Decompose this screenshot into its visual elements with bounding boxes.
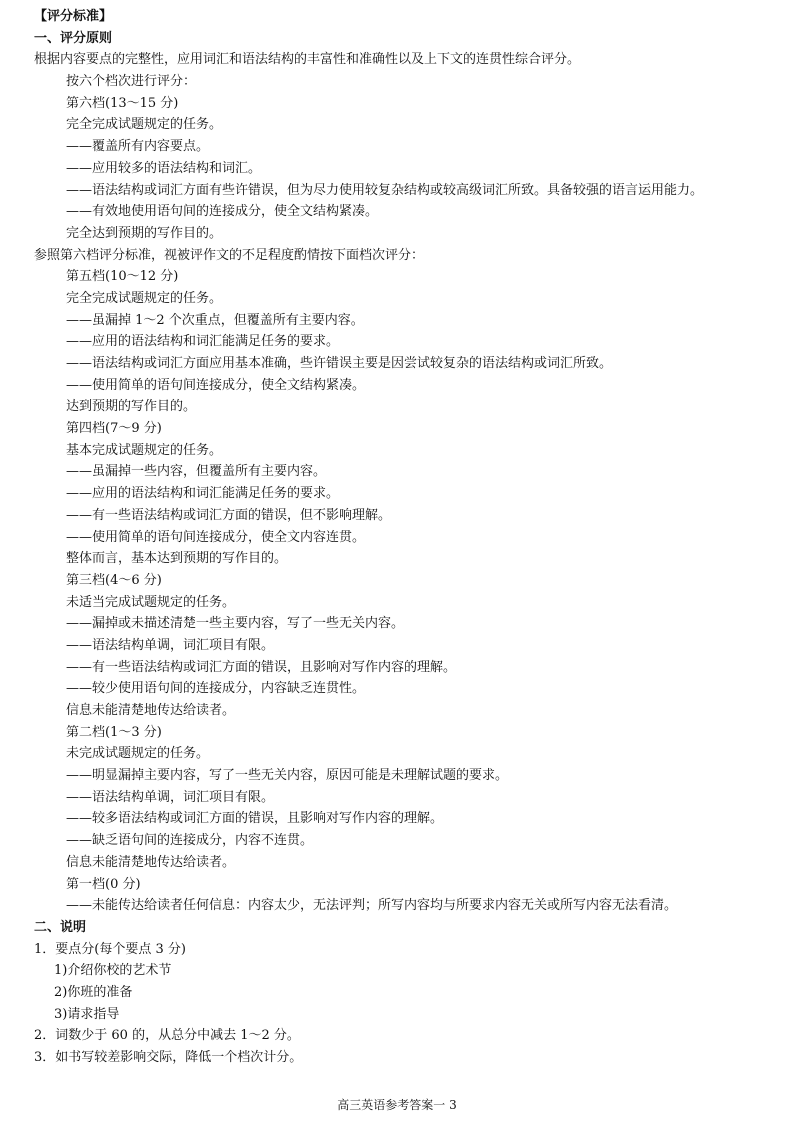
tier3-line: ——语法结构单调，词汇项目有限。 — [66, 637, 275, 653]
tier4-line: 基本完成试题规定的任务。 — [66, 442, 223, 458]
note-item-1: 1．要点分(每个要点 3 分) — [34, 941, 186, 957]
key-point: 1)介绍你校的艺术节 — [54, 963, 172, 979]
section1-title: 一、评分原则 — [34, 30, 113, 46]
tier6-line: ——语法结构或词汇方面有些许错误，但为尽力使用较复杂结构或较高级词汇所致。具备较强的语言运用能力。 — [66, 182, 704, 198]
tier4-line: ——应用的语法结构和词汇能满足任务的要求。 — [66, 486, 340, 502]
grading-note: 按六个档次进行评分： — [66, 74, 197, 90]
document-body — [34, 6, 774, 1069]
tier1-line: ——未能传达给读者任何信息：内容太少，无法评判；所写内容均与所要求内容无关或所写内容无法看清。 — [66, 898, 678, 914]
tier3-line: ——较少使用语句间的连接成分，内容缺乏连贯性。 — [66, 681, 366, 697]
section1-intro: 根据内容要点的完整性，应用词汇和语法结构的丰富性和准确性以及上下文的连贯性综合评分。 — [34, 52, 581, 68]
page-footer: 高三英语参考答案一 3 — [337, 1098, 457, 1112]
tier4-line: ——使用简单的语句间连接成分，使全文内容连贯。 — [66, 529, 366, 545]
tier2-line: 未完成试题规定的任务。 — [66, 746, 210, 762]
tier5-title: 第五档(10～12 分) — [66, 269, 179, 285]
tier3-line: ——漏掉或未描述清楚一些主要内容，写了一些无关内容。 — [66, 616, 405, 632]
tier4-line: 整体而言，基本达到预期的写作目的。 — [66, 551, 288, 567]
note-item-2: 2．词数少于 60 的，从总分中减去 1～2 分。 — [34, 1028, 300, 1044]
tier6-title: 第六档(13～15 分) — [66, 95, 179, 111]
tier2-line: ——缺乏语句间的连接成分，内容不连贯。 — [66, 833, 314, 849]
tier5-line: 完全完成试题规定的任务。 — [66, 290, 223, 306]
tier3-line: 未适当完成试题规定的任务。 — [66, 594, 236, 610]
tier2-line: 信息未能清楚地传达给读者。 — [66, 854, 236, 870]
tier6-line: ——有效地使用语句间的连接成分，使全文结构紧凑。 — [66, 204, 379, 220]
key-point: 2)你班的准备 — [54, 984, 133, 1000]
tier5-line: 达到预期的写作目的。 — [66, 399, 197, 415]
reference-note: 参照第六档评分标准，视被评作文的不足程度酌情按下面档次评分： — [34, 247, 425, 263]
tier2-line: ——明显漏掉主要内容，写了一些无关内容，原因可能是未理解试题的要求。 — [66, 768, 509, 784]
tier3-line: ——有一些语法结构或词汇方面的错误，且影响对写作内容的理解。 — [66, 659, 457, 675]
tier2-title: 第二档(1～3 分) — [66, 724, 162, 740]
tier5-line: ——应用的语法结构和词汇能满足任务的要求。 — [66, 334, 340, 350]
tier2-line: ——语法结构单调，词汇项目有限。 — [66, 789, 275, 805]
tier4-line: ——有一些语法结构或词汇方面的错误，但不影响理解。 — [66, 507, 392, 523]
tier5-line: ——使用简单的语句间连接成分，使全文结构紧凑。 — [66, 377, 366, 393]
tier6-line: 完全达到预期的写作目的。 — [66, 225, 223, 241]
section2-title: 二、说明 — [34, 919, 87, 935]
tier4-line: ——虽漏掉一些内容，但覆盖所有主要内容。 — [66, 464, 327, 480]
tier5-line: ——语法结构或词汇方面应用基本准确，些许错误主要是因尝试较复杂的语法结构或词汇所致。 — [66, 356, 613, 371]
note-item-3: 3．如书写较差影响交际，降低一个档次计分。 — [34, 1050, 303, 1065]
tier4-title: 第四档(7～9 分) — [66, 421, 162, 437]
tier6-line: ——覆盖所有内容要点。 — [66, 139, 210, 155]
tier5-line: ——虽漏掉 1～2 个次重点，但覆盖所有主要内容。 — [66, 312, 364, 328]
tier3-line: 信息未能清楚地传达给读者。 — [66, 703, 236, 718]
tier2-line: ——较多语法结构或词汇方面的错误，且影响对写作内容的理解。 — [66, 811, 444, 827]
tier6-line: ——应用较多的语法结构和词汇。 — [66, 160, 262, 176]
tier3-title: 第三档(4～6 分) — [66, 572, 162, 588]
tier1-title: 第一档(0 分) — [66, 876, 141, 892]
key-point: 3)请求指导 — [54, 1006, 120, 1022]
tier6-line: 完全完成试题规定的任务。 — [66, 117, 223, 133]
header-title: 【评分标准】 — [34, 9, 113, 24]
